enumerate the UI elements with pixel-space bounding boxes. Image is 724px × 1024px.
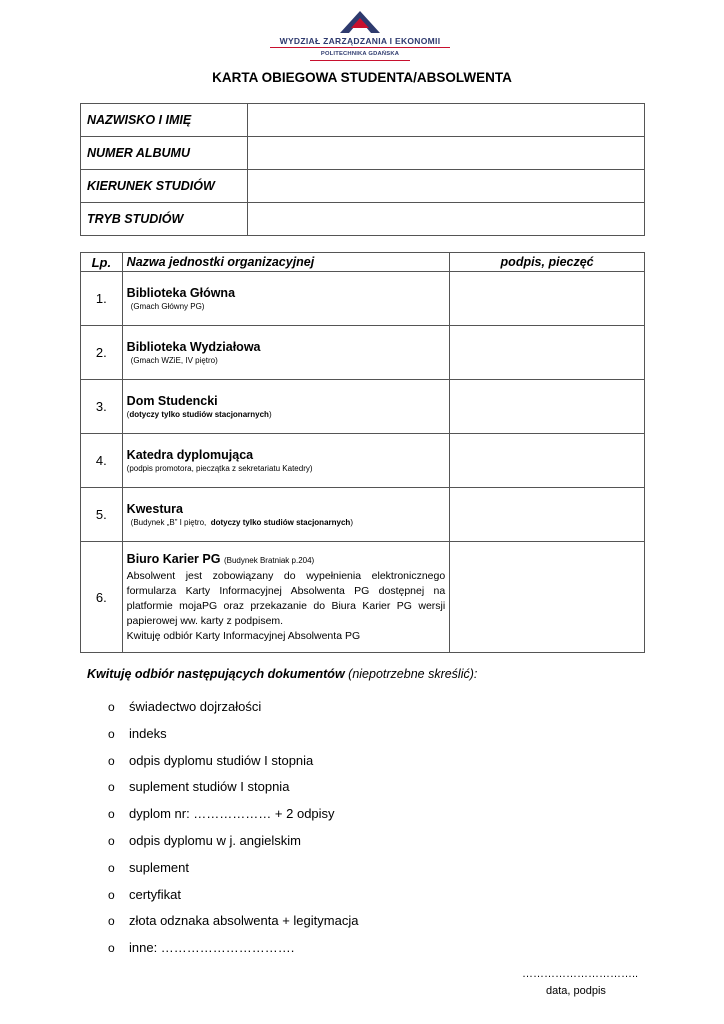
signature-label: data, podpis	[546, 985, 606, 997]
circle-bullet-icon: o	[108, 807, 115, 822]
unit-note: (Gmach Główny PG)	[130, 302, 205, 311]
unit-receipt: Kwituję odbiór Karty Informacyjnej Absolwenta PG	[126, 629, 361, 642]
signature-cell[interactable]	[450, 326, 645, 380]
circle-bullet-icon: o	[108, 726, 115, 741]
field-label: TRYB STUDIÓW	[81, 203, 248, 236]
note-paren-close: )	[268, 410, 272, 419]
name-field[interactable]	[248, 104, 645, 137]
list-item[interactable]	[108, 911, 358, 938]
note-paren-open: (	[126, 410, 130, 419]
column-header-signature: podpis, pieczęć	[450, 253, 645, 272]
table-row	[81, 326, 645, 380]
table-row	[81, 104, 645, 137]
list-item[interactable]	[108, 858, 358, 885]
circle-bullet-icon: o	[108, 914, 115, 929]
list-item[interactable]	[108, 751, 358, 778]
logo-faculty-name: WYDZIAŁ ZARZĄDZANIA I EKONOMII	[279, 36, 441, 46]
unit-cell	[122, 542, 450, 653]
list-item[interactable]	[108, 724, 358, 751]
document-label: odpis dyplomu studiów I stopnia	[129, 752, 314, 768]
unit-name-line	[127, 551, 446, 569]
logo-emblem-icon	[336, 10, 384, 34]
unit-cell	[122, 434, 450, 488]
unit-name: Biblioteka Główna	[126, 286, 236, 300]
list-item[interactable]	[108, 804, 358, 831]
field-label: NUMER ALBUMU	[81, 137, 248, 170]
circle-bullet-icon: o	[108, 753, 115, 768]
documents-list	[108, 697, 358, 965]
page-title: KARTA OBIEGOWA STUDENTA/ABSOLWENTA	[212, 70, 512, 85]
note-paren-close: )	[350, 518, 353, 527]
circle-bullet-icon: o	[108, 941, 115, 956]
unit-name: Kwestura	[126, 502, 183, 516]
column-header-unit: Nazwa jednostki organizacyjnej	[122, 253, 450, 272]
table-row	[81, 380, 645, 434]
table-row	[81, 272, 645, 326]
circle-bullet-icon: o	[108, 700, 115, 714]
study-mode-field[interactable]	[248, 203, 645, 236]
note-plain-text: (Budynek „B” I piętro,	[130, 518, 207, 527]
documents-heading	[87, 667, 477, 681]
table-row	[81, 203, 645, 236]
signature-line[interactable]: …………………………..	[522, 968, 639, 980]
documents-heading-text: Kwituję odbiór następujących dokumentów	[87, 667, 345, 681]
signature-cell[interactable]	[450, 434, 645, 488]
unit-name: Biblioteka Wydziałowa	[126, 340, 261, 354]
document-label: indeks	[129, 725, 167, 741]
row-number: 2.	[81, 326, 123, 380]
list-item[interactable]	[108, 831, 358, 858]
unit-note	[127, 409, 446, 420]
note-bold-text: dotyczy tylko studiów stacjonarnych	[210, 518, 351, 527]
list-item[interactable]	[108, 938, 358, 965]
field-label: KIERUNEK STUDIÓW	[81, 170, 248, 203]
unit-description: Absolwent jest zobowiązany do wypełnienia elektronicznego formularza Karty Informacyjnej Absolwenta PG dostępnej na platformie mojaPG oraz przekazanie do Biura Karier PG wersji papierowej ww. karty z podpisem.	[126, 569, 446, 627]
document-label: suplement	[129, 859, 189, 875]
signature-cell[interactable]	[450, 542, 645, 653]
table-row	[81, 434, 645, 488]
unit-cell	[122, 326, 450, 380]
circle-bullet-icon: o	[108, 780, 115, 795]
unit-name: Katedra dyplomująca	[126, 448, 254, 462]
album-number-field[interactable]	[248, 137, 645, 170]
table-row	[81, 488, 645, 542]
document-label: inne: ………………………….	[129, 940, 295, 956]
circle-bullet-icon: o	[108, 833, 115, 848]
note-bold-text: dotyczy tylko studiów stacjonarnych	[129, 410, 269, 419]
row-number: 4.	[81, 434, 123, 488]
column-header-lp: Lp.	[81, 253, 123, 272]
row-number: 3.	[81, 380, 123, 434]
logo-divider	[310, 60, 410, 61]
document-label: świadectwo dojrzałości	[129, 699, 262, 714]
document-label: złota odznaka absolwenta + legitymacja	[129, 913, 359, 929]
circle-bullet-icon: o	[108, 860, 115, 875]
list-item[interactable]	[108, 885, 358, 912]
signature-cell[interactable]	[450, 380, 645, 434]
document-label: dyplom nr: ……………… + 2 odpisy	[129, 806, 335, 822]
document-label: certyfikat	[129, 886, 182, 902]
unit-cell	[122, 272, 450, 326]
unit-cell	[122, 380, 450, 434]
table-row	[81, 170, 645, 203]
document-label: suplement studiów I stopnia	[129, 779, 290, 795]
clearance-table	[80, 252, 645, 653]
faculty-logo	[270, 10, 450, 62]
circle-bullet-icon: o	[108, 887, 115, 902]
unit-note	[127, 517, 446, 528]
logo-university-name: POLITECHNIKA GDAŃSKA	[320, 51, 400, 57]
list-item[interactable]	[108, 777, 358, 804]
unit-name: Dom Studencki	[126, 394, 218, 408]
field-label: NAZWISKO I IMIĘ	[81, 104, 248, 137]
signature-cell[interactable]	[450, 488, 645, 542]
row-number: 6.	[81, 542, 123, 653]
unit-note: (Budynek Bratniak p.204)	[223, 555, 315, 565]
row-number: 5.	[81, 488, 123, 542]
unit-name: Biuro Karier PG	[126, 551, 221, 566]
field-of-study-field[interactable]	[248, 170, 645, 203]
table-row	[81, 542, 645, 653]
documents-heading-note: (niepotrzebne skreślić):	[348, 667, 478, 681]
student-info-table	[80, 103, 645, 236]
logo-divider	[270, 47, 450, 48]
row-number: 1.	[81, 272, 123, 326]
table-row	[81, 137, 645, 170]
unit-note: (Gmach WZiE, IV piętro)	[130, 356, 218, 365]
signature-cell[interactable]	[450, 272, 645, 326]
list-item[interactable]	[108, 697, 358, 724]
unit-note: (podpis promotora, pieczątka z sekretariatu Katedry)	[126, 464, 313, 473]
document-label: odpis dyplomu w j. angielskim	[129, 832, 301, 848]
unit-cell	[122, 488, 450, 542]
table-header-row	[81, 253, 645, 272]
